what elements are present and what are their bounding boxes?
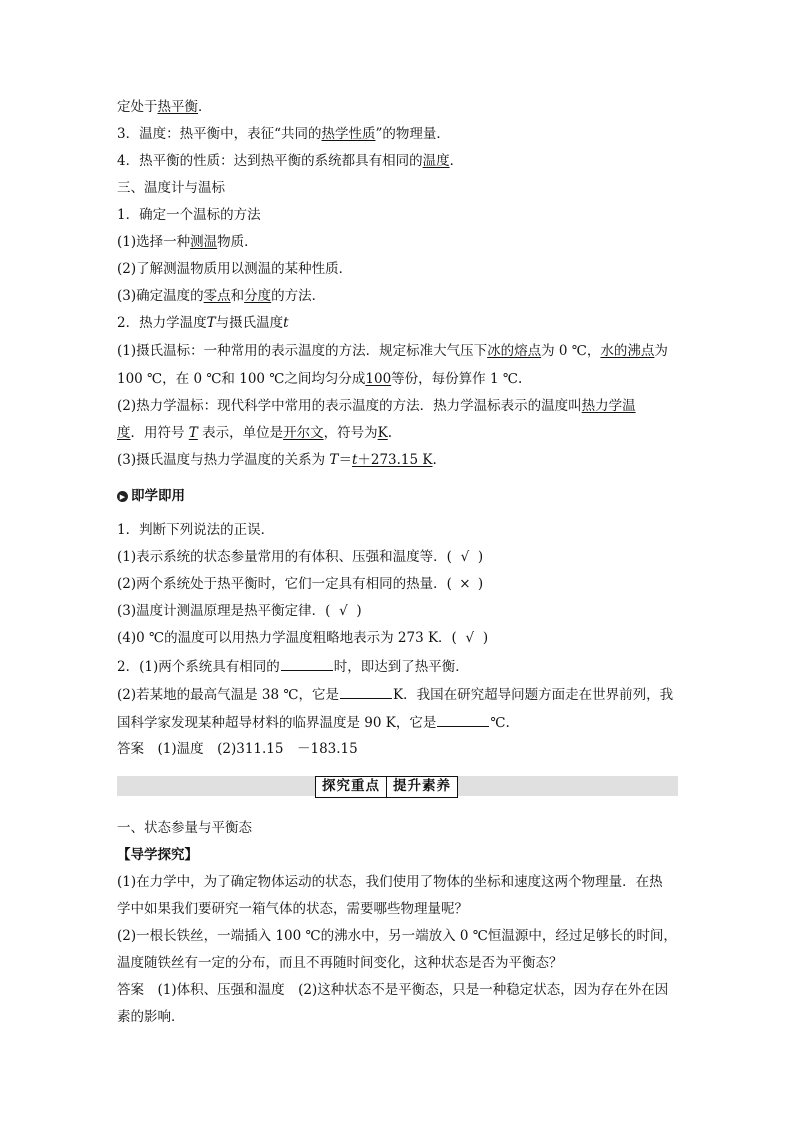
statement-line: (3)温度计测温原理是热平衡定律．( √ ) [117, 603, 362, 619]
answer-underline: 水的沸点 [600, 343, 655, 359]
text-line: (1)在力学中，为了确定物体运动的状态，我们使用了物体的坐标和速度这两个物理量．在热 [117, 874, 663, 890]
answer-underline: 热力学温 [581, 398, 636, 414]
text-line: (1)选择一种测温物质． [117, 234, 258, 250]
text-line: (1)摄氏温标：一种常用的表示温度的方法．规定标准大气压下冰的熔点为 0 ℃，水的沸点为 [117, 343, 668, 359]
question-line: 国科学家发现某种超导材料的临界温度是 90 K，它是 ℃. [117, 715, 510, 731]
statement-line: (1)表示系统的状态参量常用的有体积、压强和温度等．( √ ) [117, 549, 484, 565]
text-line: (2)了解测温物质用以测温的某种性质． [117, 261, 353, 277]
practice-heading: ▶ 即学即用 [117, 487, 185, 505]
fill-blank[interactable] [340, 685, 392, 699]
answer-underline: 温度 [422, 153, 450, 169]
answer-underline: 度 [117, 425, 131, 441]
answer-line: 答案 (1)温度 (2)311.15 －183.15 [117, 741, 358, 757]
question-line: (2)若某地的最高气温是 38 ℃，它是 K．我国在研究超导问题方面走在世界前列，我 [117, 687, 674, 703]
answer-line: 素的影响． [117, 1009, 185, 1025]
section-banner [315, 776, 458, 798]
guide-heading: 【导学探究】 [117, 847, 198, 863]
text-line: (2)一根长铁丝，一端插入 100 ℃的沸水中，另一端放入 0 ℃恒温源中，经过足够长的时间， [117, 928, 677, 944]
text-line: 学中如果我们要研究一箱气体的状态，需要哪些物理量呢？ [117, 901, 468, 917]
judgement-mark: √ [339, 603, 348, 619]
play-bullet-icon: ▶ [117, 491, 128, 502]
answer-underline: 冰的熔点 [487, 343, 542, 359]
answer-underline: T [188, 425, 198, 441]
text-line: 4．热平衡的性质：达到热平衡的系统都具有相同的温度． [117, 153, 464, 169]
text-line: (2)热力学温标：现代科学中常用的表示温度的方法．热力学温标表示的温度叫热力学温 [117, 398, 636, 414]
text-line: 温度随铁丝有一定的分布，而且不再随时间变化，这种状态是否为平衡态？ [117, 955, 563, 971]
statement-line: (4)0 ℃的温度可以用热力学温度粗略地表示为 273 K．( √ ) [117, 630, 489, 646]
judgement-mark: √ [460, 549, 470, 565]
fill-blank[interactable] [437, 713, 489, 727]
answer-underline: 热平衡 [157, 99, 198, 115]
text-line: 100 ℃，在 0 ℃和 100 ℃之间均匀分成100等份，每份算作 1 ℃. [117, 371, 523, 387]
answer-underline: 测温 [190, 234, 218, 250]
question-line: 1．判断下列说法的正误． [117, 522, 275, 538]
fill-blank[interactable] [281, 657, 333, 671]
text-line: (3)摄氏温度与热力学温度的关系为 T＝t＋273.15 K. [117, 452, 437, 468]
answer-underline: 热学性质 [321, 126, 376, 142]
answer-underline: K [377, 425, 388, 441]
subheading: 1．确定一个温标的方法 [117, 207, 261, 223]
judgement-mark: × [459, 576, 471, 592]
answer-underline: t [351, 452, 358, 468]
section-heading: 三、温度计与温标 [117, 180, 225, 196]
banner-right-label: 提升素养 [386, 777, 457, 797]
section-heading: 一、状态参量与平衡态 [117, 820, 252, 836]
statement-line: (2)两个系统处于热平衡时，它们一定具有相同的热量．( × ) [117, 576, 484, 592]
answer-line: 答案 (1)体积、压强和温度 (2)这种状态不是平衡态，只是一种稳定状态，因为存在外在因 [117, 982, 669, 998]
answer-underline: ＋273.15 K [357, 452, 433, 468]
text-line: 3．温度：热平衡中，表征“共同的热学性质”的物理量． [117, 126, 450, 142]
judgement-mark: √ [465, 630, 475, 646]
text-line: 定处于热平衡． [117, 99, 212, 115]
text-line: (3)确定温度的零点和分度的方法． [117, 288, 326, 304]
text-line: 度．用符号 T 表示，单位是开尔文，符号为K. [117, 425, 392, 441]
answer-underline: 100 [365, 371, 392, 387]
answer-underline: 分度 [244, 288, 272, 304]
subheading: 2．热力学温度T与摄氏温度t [117, 315, 289, 331]
question-line: 2．(1)两个系统具有相同的 时，即达到了热平衡． [117, 659, 469, 675]
answer-underline: 开尔文 [283, 425, 324, 441]
answer-underline: 零点 [203, 288, 231, 304]
banner-left-label: 探究重点 [322, 778, 380, 794]
